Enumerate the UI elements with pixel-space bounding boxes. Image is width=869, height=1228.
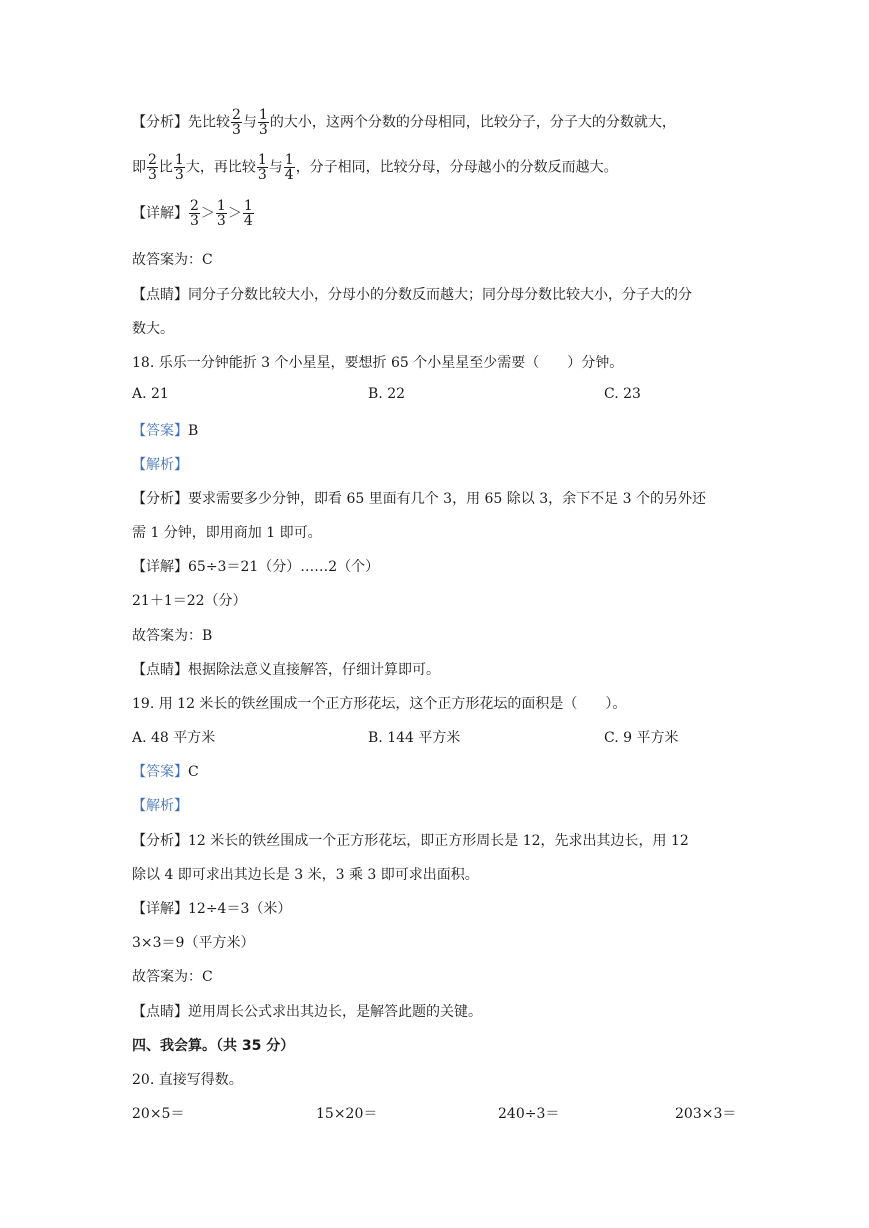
denominator: 4 bbox=[284, 167, 294, 183]
denominator: 3 bbox=[174, 167, 184, 183]
q18-option-c: C. 23 bbox=[604, 386, 641, 402]
denominator: 4 bbox=[243, 213, 253, 229]
fraction bbox=[174, 153, 185, 182]
q19-answer bbox=[132, 761, 199, 781]
q18-analysis-line2: 需 1 分钟，即用商加 1 即可。 bbox=[132, 525, 322, 541]
section-heading: 四、我会算。（共 35 分） bbox=[132, 1038, 295, 1054]
q19-option-b: B. 144 平方米 bbox=[368, 730, 461, 746]
q17-answer-line: 故答案为：C bbox=[132, 252, 213, 268]
denominator: 3 bbox=[216, 213, 226, 229]
q18-analysis-line1: 【分析】要求需要多少分钟，即看 65 里面有几个 3，用 65 除以 3，余下不足 3 个的另外还 bbox=[132, 491, 706, 507]
q18-analysis-tag: 【解析】 bbox=[132, 457, 188, 473]
numerator: 1 bbox=[216, 198, 226, 214]
calc-item: 20×5＝ bbox=[132, 1106, 185, 1122]
text: 大，再比较 bbox=[185, 159, 256, 176]
q18-detail-line2: 21＋1＝22（分） bbox=[132, 593, 247, 609]
denominator: 3 bbox=[257, 167, 267, 183]
calc-item: 15×20＝ bbox=[316, 1106, 378, 1122]
answer-value: B bbox=[188, 423, 199, 439]
q17-analysis-line1 bbox=[132, 108, 676, 137]
answer-tag: 【答案】 bbox=[132, 423, 188, 439]
q20-question: 20. 直接写得数。 bbox=[132, 1072, 243, 1088]
numerator: 2 bbox=[232, 107, 241, 123]
q17-detail-line bbox=[132, 199, 255, 228]
text: 与 bbox=[242, 114, 257, 131]
fraction bbox=[189, 199, 200, 228]
q18-answer bbox=[132, 420, 198, 440]
q19-analysis-line2: 除以 4 即可求出其边长是 3 米，3 乘 3 即可求出面积。 bbox=[132, 867, 479, 883]
q18-option-a: A. 21 bbox=[132, 386, 169, 402]
q17-analysis-line2 bbox=[132, 153, 618, 182]
text: 与 bbox=[268, 159, 283, 176]
answer-value: C bbox=[188, 764, 199, 780]
q18-answer-line: 故答案为：B bbox=[132, 628, 213, 644]
q17-point-line1: 【点睛】同分子分数比较大小，分母小的分数反而越大；同分母分数比较大小，分子大的分 bbox=[132, 287, 692, 303]
numerator: 2 bbox=[190, 198, 199, 214]
numerator: 2 bbox=[148, 152, 157, 168]
q19-question: 19. 用 12 米长的铁丝围成一个正方形花坛，这个正方形花坛的面积是（ ）。 bbox=[132, 696, 627, 712]
text: ，分子相同，比较分母，分母越小的分数反而越大。 bbox=[295, 159, 618, 176]
fraction bbox=[243, 199, 254, 228]
calc-item: 203×3＝ bbox=[675, 1106, 737, 1122]
numerator: 1 bbox=[258, 107, 268, 123]
q19-point: 【点睛】逆用周长公式求出其边长，是解答此题的关键。 bbox=[132, 1004, 482, 1020]
text: ＞ bbox=[227, 205, 242, 222]
text: ＞ bbox=[200, 205, 215, 222]
text: 【详解】 bbox=[132, 205, 188, 222]
fraction bbox=[258, 108, 269, 137]
q19-detail-line1: 【详解】12÷4＝3（米） bbox=[132, 901, 292, 917]
q18-option-b: B. 22 bbox=[368, 386, 406, 402]
denominator: 3 bbox=[148, 167, 157, 183]
text: 的大小，这两个分数的分母相同，比较分子，分子大的分数就大， bbox=[269, 114, 676, 131]
fraction bbox=[257, 153, 268, 182]
q19-option-a: A. 48 平方米 bbox=[132, 730, 216, 746]
answer-tag: 【答案】 bbox=[132, 764, 188, 780]
denominator: 3 bbox=[232, 122, 241, 138]
fraction bbox=[147, 153, 158, 182]
q19-detail-line2: 3×3＝9（平方米） bbox=[132, 935, 255, 951]
numerator: 1 bbox=[174, 152, 184, 168]
calc-item: 240÷3＝ bbox=[498, 1106, 560, 1122]
numerator: 1 bbox=[243, 198, 253, 214]
q18-point: 【点睛】根据除法意义直接解答，仔细计算即可。 bbox=[132, 662, 440, 678]
q19-analysis-line1: 【分析】12 米长的铁丝围成一个正方形花坛，即正方形周长是 12，先求出其边长，用 12 bbox=[132, 833, 689, 849]
q19-answer-line: 故答案为：C bbox=[132, 969, 213, 985]
fraction bbox=[216, 199, 227, 228]
fraction bbox=[284, 153, 295, 182]
q17-point-line2: 数大。 bbox=[132, 321, 174, 337]
q19-analysis-tag: 【解析】 bbox=[132, 798, 188, 814]
denominator: 3 bbox=[190, 213, 199, 229]
q18-detail-line1: 【详解】65÷3＝21（分）……2（个） bbox=[132, 559, 380, 575]
numerator: 1 bbox=[257, 152, 267, 168]
fraction bbox=[231, 108, 242, 137]
q18-question: 18. 乐乐一分钟能折 3 个小星星，要想折 65 个小星星至少需要（ ）分钟。 bbox=[132, 355, 624, 371]
numerator: 1 bbox=[284, 152, 294, 168]
text: 即 bbox=[132, 159, 146, 176]
text: 【分析】先比较 bbox=[132, 114, 230, 131]
q19-option-c: C. 9 平方米 bbox=[604, 730, 679, 746]
text: 比 bbox=[158, 159, 173, 176]
denominator: 3 bbox=[258, 122, 268, 138]
